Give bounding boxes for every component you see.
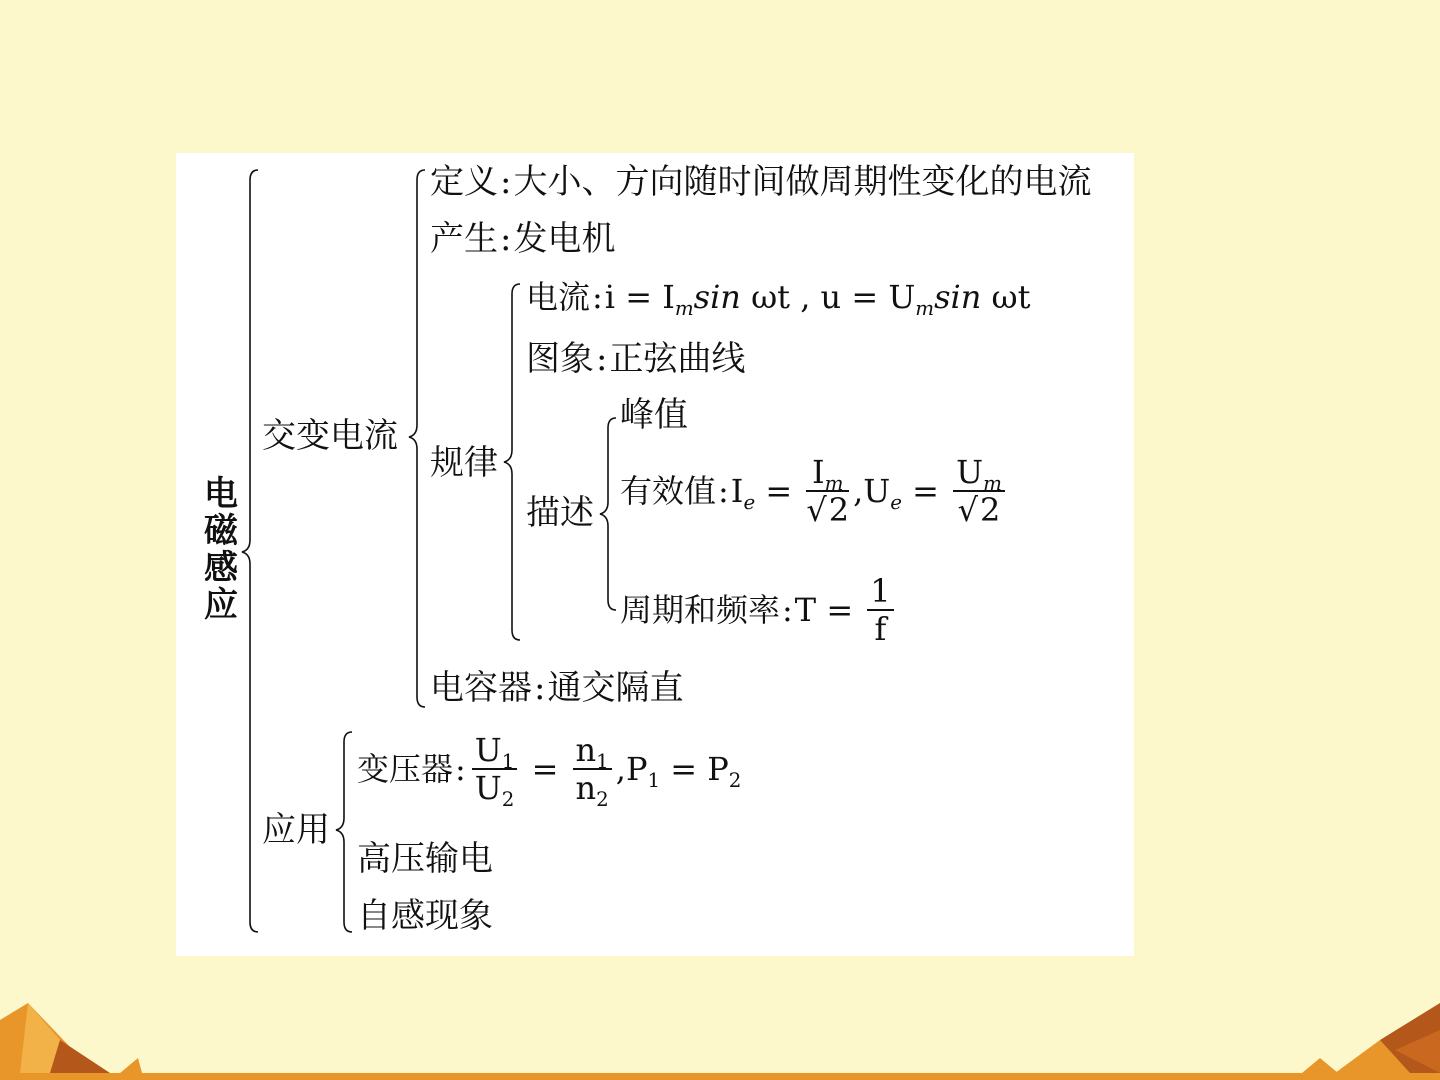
definition-label: 定义 (430, 162, 498, 202)
node-effective: 有效值$:I_e$ = $\frac{I_m}{√2}$ $,U_e$ = $\frac{U_m}{√2}$ (620, 456, 1009, 526)
frac-u-num-sub: m (983, 471, 1002, 495)
effective-frac-u (953, 453, 1005, 529)
transformer-label: 变压器 (357, 750, 454, 788)
effective-frac-i (806, 453, 850, 529)
frac-u-num: U (956, 453, 984, 491)
capacitor-label: 电容器 (430, 668, 532, 708)
graph-label: 图象 (526, 339, 594, 379)
transformer-frac-n (573, 731, 612, 811)
effective-eq1: = (755, 472, 803, 510)
current-sub-m: m (674, 296, 694, 320)
transformer-p1-sub: 1 (647, 768, 661, 792)
voltage-sub-m: m (915, 296, 935, 320)
node-graph: 图象:正弦曲线 (526, 339, 746, 379)
node-period: 周期和频率:T = $\frac{1}{f}$ (620, 575, 898, 645)
node-application: 应用 (262, 810, 330, 850)
node-current: 电流:i = $I_m\sin$ ωt , $u = U_m\sin$ ωt (526, 278, 1031, 320)
frac-i-den: 2 (828, 491, 850, 529)
frac-i-num: I (811, 453, 825, 491)
frac-u1-sub: 1 (501, 749, 515, 773)
effective-ie-sub: e (743, 490, 756, 514)
root-node: 电磁感应 (204, 474, 238, 625)
frac-n2-sub: 2 (596, 787, 609, 811)
node-capacitor: 电容器:通交隔直 (430, 668, 684, 708)
period-frac (867, 572, 893, 648)
definition-value: 大小、方向随时间做周期性变化的电流 (513, 162, 1092, 202)
frac-u1: U (474, 731, 502, 769)
node-generation: 产生:发电机 (430, 219, 616, 259)
frac-u2-sub: 2 (501, 787, 515, 811)
frac-u2: U (474, 769, 502, 807)
frac-i-num-sub: m (824, 471, 844, 495)
current-formula-i: i = I (604, 278, 675, 316)
effective-label: 有效值 (620, 472, 717, 510)
effective-comma: , (853, 472, 864, 510)
voltage-sin: sin (934, 278, 982, 316)
current-sin: sin (693, 278, 741, 316)
period-frac-den: f (874, 610, 887, 648)
node-transformer: 变压器: $\frac{U_1}{U_2}$ = $\frac{n_1}{n_2}$ $,P_1 = P_2$ (357, 731, 742, 811)
frac-i-sqrt-symbol: √ (806, 491, 827, 529)
node-ac: 交变电流 (262, 416, 398, 456)
current-label: 电流 (526, 278, 591, 316)
graph-value: 正弦曲线 (609, 339, 746, 379)
effective-ue: U (863, 472, 891, 510)
frac-n2: n (575, 769, 597, 807)
frac-n1: n (575, 731, 597, 769)
generation-value: 发电机 (513, 219, 616, 259)
transformer-frac-u (472, 731, 518, 811)
node-description: 描述 (526, 493, 594, 533)
frac-u-den: 2 (980, 491, 1001, 529)
node-peak: 峰值 (620, 395, 688, 435)
current-omega-t: ωt , u = U (740, 278, 916, 316)
period-formula: T = (794, 591, 864, 629)
transformer-p2-sub: 2 (728, 768, 742, 792)
effective-eq2: = (901, 472, 950, 510)
period-label: 周期和频率 (620, 591, 781, 629)
period-frac-num: 1 (867, 575, 893, 611)
generation-label: 产生 (430, 219, 498, 259)
node-definition: 定义:大小、方向随时间做周期性变化的电流 (430, 162, 1092, 202)
voltage-omega-t: ωt (981, 278, 1031, 316)
frac-u-sqrt-symbol: √ (957, 491, 979, 529)
capacitor-value: 通交隔直 (547, 668, 684, 708)
node-self-induction: 自感现象 (357, 896, 493, 936)
effective-ue-sub: e (890, 490, 902, 514)
frac-n1-sub: 1 (596, 749, 609, 773)
transformer-eq: = (521, 750, 569, 788)
effective-ie: I (730, 472, 744, 510)
transformer-power-eq: = P (660, 750, 729, 788)
node-transmission: 高压输电 (357, 839, 493, 879)
node-laws: 规律 (430, 443, 498, 483)
transformer-power-p1: ,P (615, 750, 648, 788)
